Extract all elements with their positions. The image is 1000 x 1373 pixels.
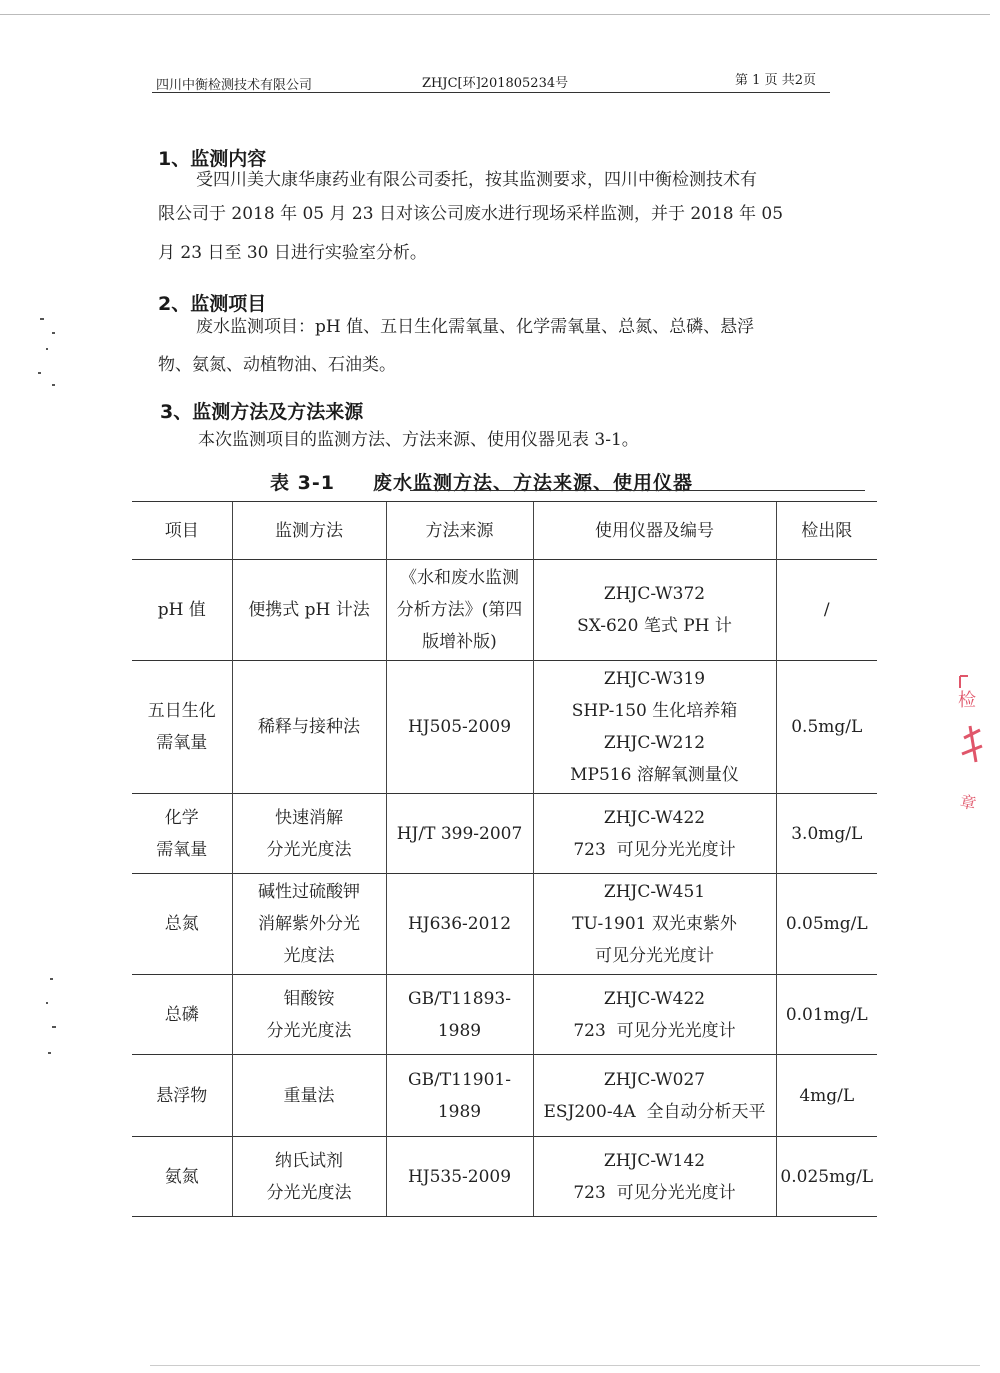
cell-text-line: 碱性过硫酸钾 — [258, 882, 360, 902]
section-2-line-2: 物、氨氮、动植物油、石油类。 — [158, 355, 396, 375]
table-row — [132, 1137, 877, 1217]
cell-limit — [776, 661, 877, 794]
cell-text-line: HJ535-2009 — [407, 1166, 512, 1187]
cell-method — [232, 1137, 386, 1217]
page-header — [152, 66, 830, 93]
cell-text-line: HJ636-2012 — [407, 914, 512, 934]
cell-text-line: 总磷 — [164, 1004, 199, 1025]
cell-instrument — [533, 661, 776, 794]
table-row — [132, 1055, 877, 1137]
cell-text-line: ZHJC-W422 — [603, 988, 706, 1009]
table-row — [132, 661, 877, 794]
header-item: 项目 — [132, 502, 232, 560]
header-page-info: 第 1 页 共2页 — [735, 73, 816, 88]
cell-text-line: 723 可见分光光度计 — [573, 839, 736, 860]
cell-text-line: HJ/T 399-2007 — [396, 823, 523, 844]
cell-text-line: 纳氏试剂 — [275, 1150, 343, 1171]
cell-text-line: 化学 — [164, 807, 199, 828]
cell-method — [232, 661, 386, 794]
cell-text-line: ZHJC-W027 — [603, 1069, 706, 1090]
cell-text-line: 稀释与接种法 — [258, 717, 360, 737]
cell-item — [132, 1137, 232, 1217]
cell-text-line: 分光光度法 — [266, 1182, 352, 1203]
cell-text-line: 重量法 — [283, 1085, 335, 1106]
cell-item — [132, 661, 232, 794]
cell-source — [386, 975, 533, 1055]
cell-method — [232, 560, 386, 661]
cell-method — [232, 975, 386, 1055]
cell-text-line: SHP-150 生化培养箱 — [571, 701, 738, 721]
cell-text-line: ZHJC-W372 — [603, 584, 706, 604]
cell-method — [232, 874, 386, 975]
header-source: 方法来源 — [386, 502, 533, 560]
cell-text-line: 消解紫外分光 — [258, 914, 360, 934]
cell-text-line: pH 值 — [157, 600, 206, 620]
svg-text:检: 检 — [958, 690, 976, 711]
cell-text-line: 需氧量 — [156, 733, 208, 753]
cell-text-line: 快速消解 — [275, 807, 343, 828]
cell-text-line: ZHJC-W142 — [603, 1150, 706, 1171]
cell-instrument — [533, 1137, 776, 1217]
monitoring-methods-table — [132, 501, 877, 1217]
cell-text-line: 五日生化 — [147, 701, 216, 721]
cell-method — [232, 794, 386, 874]
cell-source — [386, 560, 533, 661]
section-1-line-2: 限公司于 2018 年 05 月 23 日对该公司废水进行现场采样监测，并于 2018 年 05 — [158, 204, 784, 224]
cell-text-line: 分光光度法 — [266, 1020, 352, 1041]
cell-text-line: 3.0mg/L — [791, 823, 863, 844]
cell-item — [132, 1055, 232, 1137]
cell-text-line: ZHJC-W212 — [603, 733, 706, 753]
cell-text-line: 分光光度法 — [266, 839, 352, 860]
cell-text-line: ZHJC-W451 — [603, 882, 706, 902]
section-1-line-3: 月 23 日至 30 日进行实验室分析。 — [158, 243, 427, 263]
cell-text-line: ZHJC-W422 — [603, 807, 706, 828]
header-limit: 检出限 — [776, 502, 877, 560]
cell-limit — [776, 1137, 877, 1217]
cell-source — [386, 794, 533, 874]
red-seal-stamp — [948, 668, 988, 828]
cell-text-line: GB/T11893-1989 — [408, 988, 511, 1041]
cell-text-line: 4mg/L — [799, 1085, 855, 1106]
cell-text-line: 723 可见分光光度计 — [573, 1020, 736, 1041]
cell-text-line: 0.5mg/L — [791, 717, 863, 737]
cell-limit — [776, 874, 877, 975]
table-row — [132, 794, 877, 874]
section-2-line-1: 废水监测项目：pH 值、五日生化需氧量、化学需氧量、总氮、总磷、悬浮 — [196, 317, 755, 337]
cell-instrument — [533, 560, 776, 661]
cell-text-line: HJ505-2009 — [407, 717, 512, 737]
cell-instrument — [533, 794, 776, 874]
table-body — [132, 560, 877, 1217]
cell-text-line: 需氧量 — [156, 839, 208, 860]
cell-text-line: ZHJC-W319 — [603, 669, 706, 689]
cell-text-line: MP516 溶解氧测量仪 — [570, 765, 739, 785]
table-row — [132, 560, 877, 661]
cell-text-line: 钼酸铵 — [283, 988, 335, 1009]
cell-text-line: 可见分光光度计 — [595, 946, 714, 966]
cell-text-line: 悬浮物 — [156, 1085, 208, 1106]
header-method: 监测方法 — [232, 502, 386, 560]
caption-rule — [410, 490, 865, 491]
section-1-title: 1、监测内容 — [158, 148, 267, 170]
cell-item — [132, 560, 232, 661]
cell-text-line: GB/T11901-1989 — [408, 1069, 511, 1122]
cell-text-line: TU-1901 双光束紫外 — [572, 914, 737, 934]
table-row — [132, 975, 877, 1055]
cell-text-line: SX-620 笔式 PH 计 — [577, 616, 732, 636]
cell-instrument — [533, 975, 776, 1055]
cell-text-line: 分析方法》(第四 — [396, 600, 523, 620]
cell-limit — [776, 1055, 877, 1137]
cell-method — [232, 1055, 386, 1137]
cell-text-line: ESJ200-4A 全自动分析天平 — [543, 1101, 766, 1122]
cell-instrument — [533, 1055, 776, 1137]
cell-instrument — [533, 874, 776, 975]
section-2-title: 2、监测项目 — [158, 293, 267, 315]
section-1-line-1: 受四川美大康华康药业有限公司委托，按其监测要求，四川中衡检测技术有 — [196, 170, 757, 190]
cell-source — [386, 874, 533, 975]
cell-text-line: 0.05mg/L — [785, 914, 868, 934]
cell-limit — [776, 560, 877, 661]
cell-text-line: / — [823, 600, 830, 620]
table-row — [132, 874, 877, 975]
cell-text-line: 0.025mg/L — [780, 1166, 874, 1187]
cell-source — [386, 661, 533, 794]
cell-text-line: 氨氮 — [164, 1166, 199, 1187]
cell-item — [132, 975, 232, 1055]
header-report-number: ZHJC[环]201805234号 — [422, 76, 569, 91]
cell-source — [386, 1137, 533, 1217]
cell-text-line: 光度法 — [283, 946, 335, 966]
cell-text-line: 版增补版) — [422, 632, 497, 652]
cell-limit — [776, 794, 877, 874]
section-3-title: 3、监测方法及方法来源 — [160, 401, 364, 423]
cell-item — [132, 794, 232, 874]
cell-text-line: 总氮 — [164, 914, 199, 934]
svg-text:章: 章 — [958, 791, 978, 814]
table-header-row — [132, 502, 877, 560]
header-instrument: 使用仪器及编号 — [533, 502, 776, 560]
cell-source — [386, 1055, 533, 1137]
section-3-line-1: 本次监测项目的监测方法、方法来源、使用仪器见表 3-1。 — [198, 430, 639, 450]
cell-text-line: 便携式 pH 计法 — [248, 600, 370, 620]
header-company: 四川中衡检测技术有限公司 — [156, 78, 313, 93]
cell-text-line: 0.01mg/L — [785, 1004, 868, 1025]
cell-text-line: 《水和废水监测 — [400, 568, 519, 588]
table-caption: 表 3-1 废水监测方法、方法来源、使用仪器 — [270, 472, 694, 494]
cell-limit — [776, 975, 877, 1055]
cell-item — [132, 874, 232, 975]
cell-text-line: 723 可见分光光度计 — [573, 1182, 736, 1203]
